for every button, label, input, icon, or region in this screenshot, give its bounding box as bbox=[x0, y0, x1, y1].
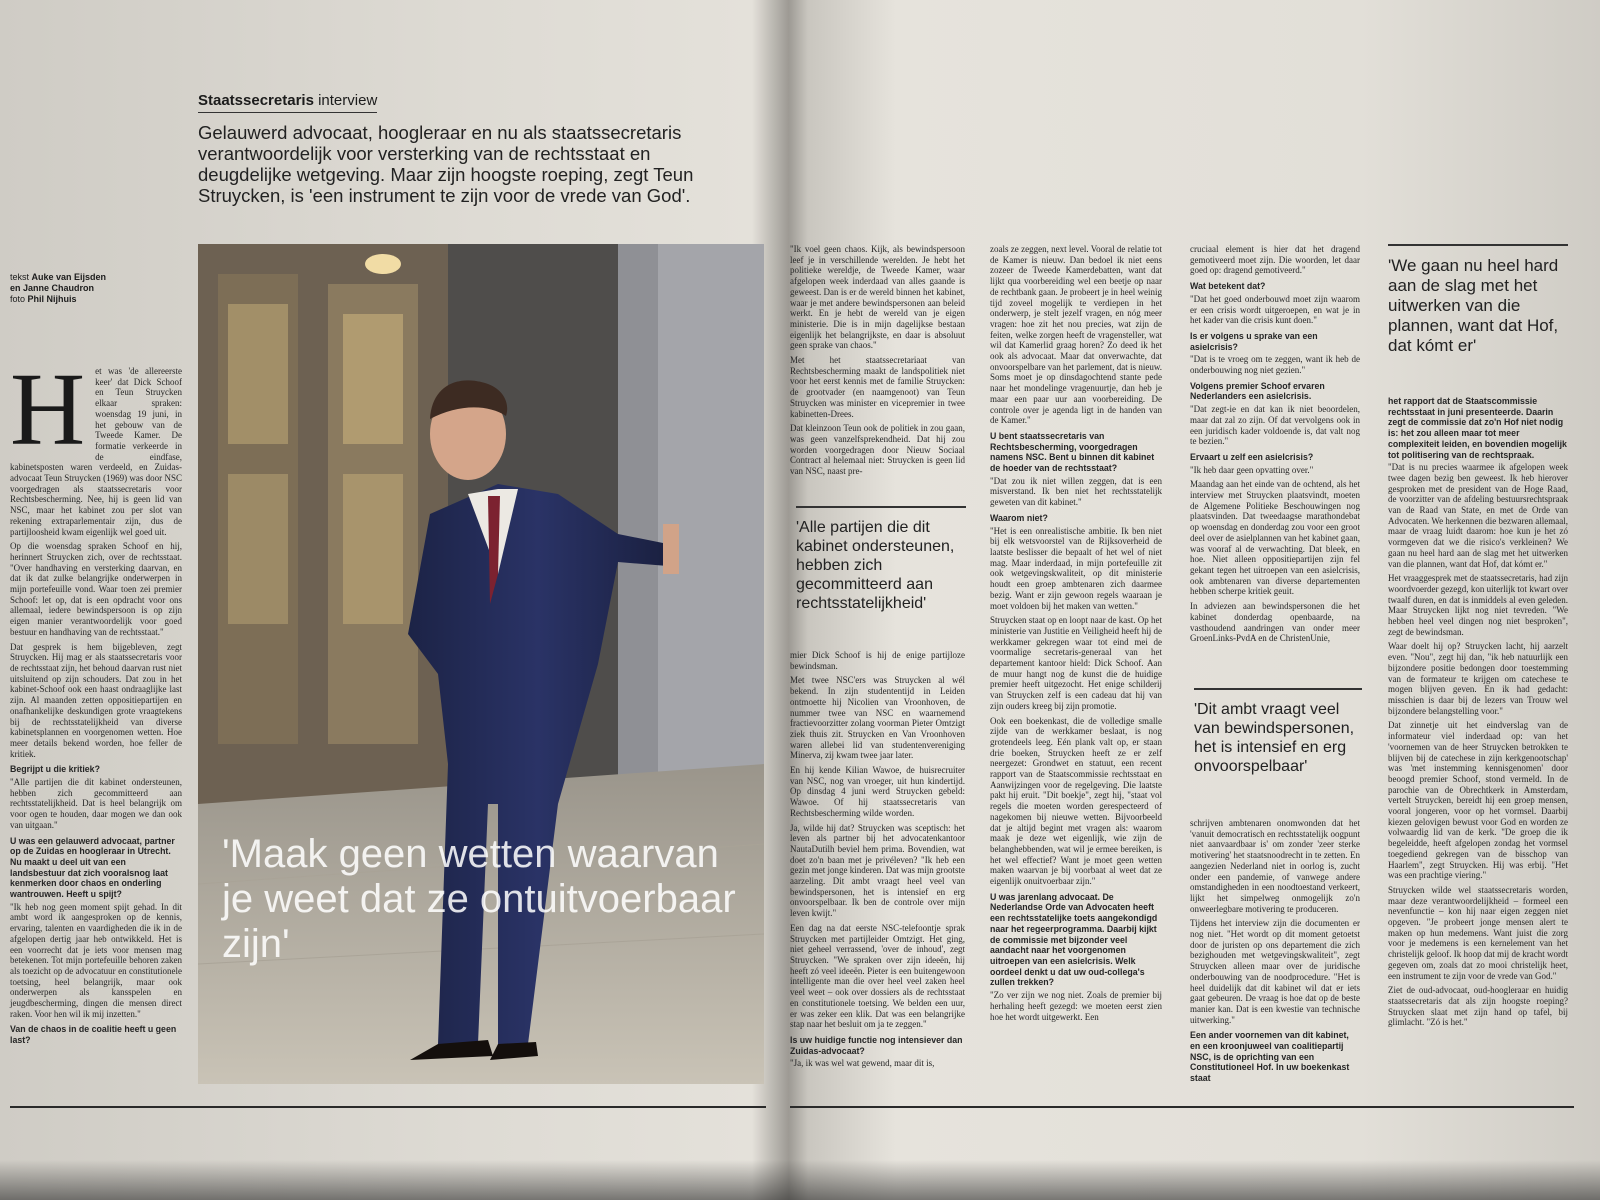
opening-paragraph: et was 'de allereerste keer' dat Dick Schoof en Teun Struycken elkaar spraken: woensdag 19 juni, in het gebouw van de Tweede Kamer. De formatie verkeerde in de eindfase, kabinetsposten waren verdeeld, en Zuidas-advocaat Teun Struycken (1969) was door NSC voorgedragen als staatssecretaris voor Rechtsbescherming. Nee, hij is geen lid van NSC, maar het kabinet zou per slot van rekening extraparlementair zijn, dus de partijloosheid kwam eigenlijk wel goed uit. bbox=[10, 366, 182, 537]
interview-question: Is uw huidige functie nog intensiever dan Zuidas-advocaat? bbox=[790, 1034, 963, 1056]
interview-question: Van de chaos in de coalitie heeft u geen last? bbox=[10, 1024, 177, 1046]
pull-quote: 'Alle partijen die dit kabinet ondersteunen, hebben zich gecommitteerd aan rechtsstatelijkheid' bbox=[796, 506, 966, 613]
credits bbox=[10, 272, 150, 305]
authors-2: en Janne Chaudron bbox=[10, 283, 95, 293]
paragraph: Ja, wilde hij dat? Struycken was sceptisch: het leven als partner bij het advocatenkantoor NautaDutilh beviel hem prima. Bovendien, wat doet zo'n baan met je privéleven? "Ik heb een gezin met jonge kinderen. Dat was mijn grootste aarzeling. Dit ambt vraagt heel veel van bewindspersonen, het is intensief en erg onvoorspelbaar. Ik ben de controle over mijn leven kwijt." bbox=[790, 822, 965, 919]
pull-quote: 'We gaan nu heel hard aan de slag met het uitwerken van die plannen, want dat Hof, dat kómt er' bbox=[1388, 244, 1568, 356]
paragraph: En hij kende Kilian Wawoe, de huisrecruiter van NSC, nog van vroeger, uit hun kindertijd. Op dinsdag 4 juni werd Struycken gebeld: Wawoe. Of hij staatssecretaris van Rechtsbescherming wilde worden. bbox=[790, 765, 965, 818]
credits-text-label: tekst bbox=[10, 272, 32, 282]
paragraph: Een dag na dat eerste NSC-telefoontje sprak Struycken met partijleider Omtzigt. Het ging, niet geheel verrassend, 'over de inhoud', zegt Struycken. "We spraken over zijn ideeën, hij heeft zó veel ideeën. Pieter is een buitengewoon intelligente man die over heel veel zaken heel veel weet – ook over dossiers als de rechtsstaat en constitutionele toetsing. We belden een uur, er was zeker een klik. Dat was een belangrijke stap naar het besluit om ja te zeggen." bbox=[790, 922, 965, 1030]
paragraph: Struycken wilde wel staatssecretaris worden, maar deze verantwoordelijkheid – formeel een nevenfunctie – kon hij naar eigen zeggen niet opgeven. "Je probeert jonge mensen alert te maken op hun medemens. Want juist die zorg voor je medemens is een kernelement van het christelijk geloof. Ik hoop dat mij de kracht wordt gegeven om, zoals dat zo mooi christelijk heet, een instrument te zijn voor de vrede van God." bbox=[1388, 884, 1568, 981]
paragraph: Dat kleinzoon Teun ook de politiek in zou gaan, was geen vanzelfsprekendheid. Dat hij zou worden voorgedragen door Nieuw Sociaal Contract al helemaal niet: Struycken is geen lid van NSC, naast pre- bbox=[790, 423, 965, 477]
interview-answer: "Dat is te vroeg om te zeggen, want ik heb de onderbouwing nog niet gezien." bbox=[1190, 354, 1360, 376]
article-column-3 bbox=[990, 244, 1162, 1026]
paragraph: Het vraaggesprek met de staatssecretaris, had zijn woordvoerder gezegd, kon uiterlijk tot kwart over twaalf duren, en dat is inmiddels al even geleden. Maar Struycken lijkt nog niet tevreden. "We hebben heel veel dingen nog niet besproken", zegt de bewindsman. bbox=[1388, 573, 1568, 637]
interview-answer: "Dat zegt-ie en dat kan ik niet beoordelen, maar dat zal zo zijn. Of dat vervolgens ook in een juridisch kader voldoende is, dat valt nog te bezien." bbox=[1190, 404, 1360, 447]
interview-answer: "Ik heb daar geen opvatting over." bbox=[1190, 464, 1314, 475]
paragraph: Dat zinnetje uit het eindverslag van de informateur viel inderdaad op: van het 'voornemen van de heer Struycken betrokken te blijven bij de catechese in zijn kerkgenootschap' was 'met instemming kennisgenomen' door beoogd premier Schoof, stond vermeld. In de parochie van de Obrechtkerk in Amsterdam, vertelt Struycken, bereidt hij een groep mensen, vooral jongeren, voor op het vormsel. Daarbij kiezen gelovigen bewust voor God en worden ze volwaardig lid van de kerk. "De groep die ik begeleidde, heeft afgelopen zondag het vormsel toegediend gekregen van de bisschop van Haarlem", zegt Struycken. Hij was erbij. "Het was een prachtige viering." bbox=[1388, 720, 1568, 881]
article-column-5 bbox=[1388, 396, 1568, 1032]
paragraph: schrijven ambtenaren onomwonden dat het 'vanuit democratisch en rechtsstatelijk oogpunt niet aanvaardbaar is' om zonder 'zeer sterke motivering' het staatsnoodrecht in te zetten. En aangezien Nederland niet in oorlog is, zucht onder een pandemie, of vanwege andere omstandigheden in een noodtoestand verkeert, lijkt het simpelweg onmogelijk zo'n onweerlegbare motivering te produceren. bbox=[1190, 818, 1360, 914]
interview-question: U was een gelauwerd advocaat, partner op de Zuidas en hoogleraar in Utrecht. Nu maakt u deel uit van een landsbestuur dat zich vooralsnog laat kenmerken door chaos en onderling wantrouwen. Heeft u spijt? bbox=[10, 835, 175, 900]
interview-answer: "Ja, ik was wel wat gewend, maar dit is, bbox=[790, 1058, 935, 1069]
paragraph: Dat gesprek is hem bijgebleven, zegt Struycken. Hij mag er als staatssecretaris voor de rechtsstaat zijn, het behoud daarvan rust niet uitsluitend op zijn schouders. Dat zou in het kabinet-Schoof ook een haast ondraaglijke last zijn. Al maanden zetten oppositiepartijen en onafhankelijke deskundigen grote vraagtekens bij de rechtsstatelijkheid van diverse kabinetsplannen en voorgenomen wetten. Hoe meer details bekend worden, hoe feller de kritiek. bbox=[10, 641, 182, 759]
article-column-2 bbox=[790, 244, 965, 481]
paragraph: Waar doelt hij op? Struycken lacht, hij aarzelt even. "Nou", zegt hij dan, "ik heb natuurlijk een bijzondere positie bedongen door toestemming van de formateur te krijgen om catechese te mogen blijven geven. En ik had gedacht: misschien is daar bij de lezers van Trouw wel bijzondere belangstelling voor." bbox=[1388, 641, 1568, 716]
bottom-rule-left bbox=[10, 1106, 766, 1108]
paragraph: Met het staatssecretariaat van Rechtsbescherming maakt de landspolitiek niet voor het eerst kennis met de familie Struycken: de grootvader (en naamgenoot) van Teun Struycken was minister en vicepremier in twee kabinetten-Drees. bbox=[790, 355, 965, 419]
article-column-4-continued bbox=[1190, 818, 1360, 1086]
credits-photo-label: foto bbox=[10, 294, 28, 304]
pull-quote: 'Dit ambt vraagt veel van bewindspersonen, het is intensief en erg onvoorspelbaar' bbox=[1194, 688, 1362, 776]
paragraph: "Dat is nu precies waarmee ik afgelopen week twee dagen bezig ben geweest. Ik heb hierover gesproken met de president van de Hoge Raad, de voorzitter van de afdeling bestuursrechtspraak van de Raad van State, en met de Orde van Advocaten. We herkennen die bezwaren allemaal, maar de vraag luidt daarom: hoe kun je het zó vormgeven dat we die risico's verkleinen? We gaan nu heel hard aan de slag met het uitwerken van die plannen, want dat Hof, dat kómt er." bbox=[1388, 462, 1568, 569]
paragraph: Met twee NSC'ers was Struycken al wél bekend. In zijn studententijd in Leiden ontmoette hij Nicolien van Vroonhoven, de nummer twee van NSC en waarnemend fractievoorzitter zolang voorman Pieter Omtzigt ziek thuis zit. Struycken en Van Vroonhoven waren allebei lid van studentenvereniging Minerva, zij kwam twee jaar later. bbox=[790, 675, 965, 761]
section-type: interview bbox=[313, 92, 378, 109]
paragraph: Op die woensdag spraken Schoof en hij, herinnert Struycken zich, over de rechtsstaat. "Over handhaving en versterking daarvan, en dat ik dat zulke belangrijke onderwerpen in mijn portefeuille vond. Waar toen zei premier Schoof: let op, dat is een opdracht voor ons allemaal, iedere bewindspersoon is op zijn eigen manier verantwoordelijk voor goed bestuur en handhaving van de rechtsstaat." bbox=[10, 541, 182, 637]
interview-question: U bent staatssecretaris van Rechtsbescherming, voorgedragen namens NSC. Bent u binnen dit kabinet de hoeder van de rechtsstaat? bbox=[990, 430, 1155, 474]
interview-question: het rapport dat de Staatscommissie rechtsstaat in juni presenteerde. Daarin zegt de commissie dat zo'n Hof niet nodig is: het zou alleen maar tot meer complexiteit leiden, en bovendien mogelijk tot politisering van de rechtspraak. bbox=[1388, 396, 1567, 460]
interview-question: Een ander voornemen van dit kabinet, en een kroonjuweel van coalitiepartij NSC, is de oprichting van een Constitutioneel Hof. In uw boekenkast staat bbox=[1190, 1030, 1350, 1084]
paragraph: Maandag aan het einde van de ochtend, als het interview met Struycken plaatsvindt, moeten de Algemene Politieke Beschouwingen nog plaatsvinden. Dat tweedaagse marathondebat op woensdag en donderdag zou voor een groot deel over de asielplannen van het kabinet gaan, was vooraf al de verwachting. Dat bleek, en hoe. Niet alleen oppositiepartijen zijn fel gekant tegen het uitroepen van een asielcrisis, ook ambtenaren van diverse departementen hebben scherpe kritiek geuit. bbox=[1190, 479, 1360, 597]
photographer: Phil Nijhuis bbox=[27, 294, 77, 304]
drop-cap: H bbox=[10, 352, 86, 467]
paragraph: cruciaal element is hier dat het dragend gemotiveerd moet zijn. Die woorden, let daar goed op: dragend gemotiveerd." bbox=[1190, 244, 1360, 276]
interview-answer: "Zo ver zijn we nog niet. Zoals de premier bij herhaling heeft gezegd: we moeten eerst zien hoe het wordt uitgewerkt. Een bbox=[990, 990, 1162, 1022]
article-column-4 bbox=[1190, 244, 1360, 648]
interview-question: U was jarenlang advocaat. De Nederlandse Orde van Advocaten heeft een rechtsstatelijke toets aangekondigd naar het regeerprogramma. Daarbij kijkt de commissie met bijzonder veel aandacht naar het voorgenomen uitroepen van een asielcrisis. Welk oordeel denkt u dat uw oud-collega's zullen trekken? bbox=[990, 891, 1158, 988]
bottom-rule-right bbox=[790, 1106, 1574, 1108]
interview-question: Volgens premier Schoof ervaren Nederlanders een asielcrisis. bbox=[1190, 380, 1325, 402]
paragraph: In adviezen aan bewindspersonen die het kabinet donderdag openbaarde, na vasthoudend aandringen van onder meer GroenLinks-PvdA en de ChristenUnie, bbox=[1190, 601, 1360, 644]
paragraph: Ziet de oud-advocaat, oud-hoogleraar en huidig staatssecretaris dat als zijn hoogste roeping? Struycken slaat met zijn hand op tafel, bij glimlacht. "Zó is het." bbox=[1388, 985, 1568, 1028]
interview-answer: "Ik heb nog geen moment spijt gehad. In dit ambt word ik aangesproken op de kennis, ervaring, talenten en vaardigheden die ik in de afgelopen dertig jaar heb ontwikkeld. Het is een voorrecht dat je iets voor mensen mag betekenen. Tot mijn portefeuille behoren zaken als toezicht op de advocatuur en constitutionele toetsing, heel belangrijk, maar ook onderwerpen als kansspelen en jeugdbescherming, dingen die mensen direct raken. Voor hen wil ik mij inzetten." bbox=[10, 901, 182, 1019]
paragraph: Struycken staat op en loopt naar de kast. Op het ministerie van Justitie en Veiligheid heeft hij de werkkamer gekregen waar tot eind mei de voormalige secretaris-generaal van het departement kantoor hield: Dick Schoof. Aan de muur hangt nog de kunst die de huidige premier heeft uitgezocht. Het enige schilderij van Struycken zelf is een cadeau dat hij van zijn ouders kreeg bij zijn promotie. bbox=[990, 615, 1162, 711]
interview-question: Begrijpt u die kritiek? bbox=[10, 764, 100, 775]
authors: Auke van Eijsden bbox=[31, 272, 107, 282]
paragraph: Tijdens het interview zijn die documenten er nog niet. "Het wordt op dit moment getoetst door de juristen op ons departement die zich bezighouden met wetgevingskwaliteit", zegt Struycken alleen maar over de juridische onderbouwing van de noodprocedure. "Het is heel duidelijk dat dit kabinet wil dat er iets gaat gebeuren. De vraag is hoe dat op de beste manier kan. Dat is een kwestie van technische uitwerking." bbox=[1190, 918, 1360, 1025]
interview-question: Wat betekent dat? bbox=[1190, 281, 1266, 292]
paragraph: zoals ze zeggen, next level. Vooral de relatie tot de Kamer is nieuw. Dan bedoel ik niet eens zozeer de Tweede Kamerdebatten, want dat lijkt qua voorbereiding wel een beetje op naar de rechtbank gaan. Je probeert je in heel weinig tijd zoveel mogelijk te verdiepen in het onderwerp, je stelt jezelf vragen, en nóg meer vragen: hoe zit het nou precies, wat zijn de feiten, welke zorgen heeft de vragensteller, wat wil dat Kamerlid graag horen? Zo deed ik het ook als advocaat. Maar dat onverwachte, dat onvoorspelbare van het parlement, dat is nieuw. Soms moet je op dinsdagochtend stante pede naar het mondelinge vragenuurtje, dan heb je maar een paar uur aan voorbereiding. De controle over je agenda ligt in de handen van de Kamer." bbox=[990, 244, 1162, 426]
article-column-1 bbox=[10, 352, 182, 1048]
interview-question: Is er volgens u sprake van een asielcrisis? bbox=[1190, 330, 1318, 352]
interview-question: Waarom niet? bbox=[990, 512, 1048, 523]
paragraph: Ook een boekenkast, die de volledige smalle zijde van de werkkamer beslaat, is nog grotendeels leeg. Eén plank valt op, er staan drie boeken, Struycken heeft ze er zelf neergezet: Grondwet en statuut, een recent rapport van de Staatscommissie rechtsstaat en Aanwijzingen voor de regelgeving. Die laatste pakt hij eruit. "Dit boekje", zegt hij, "staat vol regels die moeten worden gerespecteerd of nagekomen bij nieuwe wetten. Bijvoorbeeld dat je altijd begint met vragen als: waarom maak je deze wet eigenlijk, wie zijn de belanghebbenden, wat wil je ermee bereiken, is het wel effectief? Want je moet geen wetten maken waarvan je bij voorbaat al weet dat ze eigenlijk onuitvoerbaar zijn." bbox=[990, 715, 1162, 887]
section-name: Staatssecretaris bbox=[198, 92, 314, 109]
interview-answer: "Dat zou ik niet willen zeggen, dat is een misverstand. Ik ben niet het rechtsstatelijk geweten van dit kabinet." bbox=[990, 475, 1162, 508]
paragraph: mier Dick Schoof is hij de enige partijloze bewindsman. bbox=[790, 650, 965, 671]
section-label bbox=[198, 92, 377, 113]
interview-answer: "Alle partijen die dit kabinet ondersteunen, hebben zich gecommitteerd aan rechtsstatelijkheid. Dat is heel belangrijk om voor ogen te houden, daar mogen we dan ook van uitgaan." bbox=[10, 777, 182, 830]
article-column-2-continued bbox=[790, 650, 965, 1073]
interview-answer: "Het is een onrealistische ambitie. Ik ben niet bij elk wetsvoorstel van de Rijksoverheid de laatste beslisser die bepaalt of het wel of niet mag. Maar inderdaad, in mijn portefeuille zit ook wetgevingskwaliteit, op dit ministerie houdt een groep ambtenaren zich daarmee bezig. Want er zijn gewoon regels waaraan je moet voldoen bij het maken van wetten." bbox=[990, 525, 1162, 611]
paragraph: "Ik voel geen chaos. Kijk, als bewindspersoon leef je in verschillende werelden. Je hebt het politieke wereldje, de Tweede Kamer, waar afgelopen week inderdaad van alles gaande is geweest. Dan is er de wereld binnen het kabinet, waar je met andere bewindspersonen aan beleid werkt. En je hebt de wereld van je eigen ministerie. Die is in mijn dagelijkse bestaan eigenlijk het belangrijkste, en daar is absoluut geen sprake van chaos." bbox=[790, 244, 965, 351]
bleed-through-text bbox=[1190, 140, 1206, 200]
photo-quote: 'Maak geen wetten waarvan je weet dat ze ontuitvoerbaar zijn' bbox=[222, 832, 736, 966]
page-edge-shadow bbox=[0, 1160, 1600, 1200]
interview-answer: "Dat het goed onderbouwd moet zijn waarom er een crisis wordt uitgeroepen, en wat je in het kader van die crisis kunt doen." bbox=[1190, 293, 1360, 326]
interview-question: Ervaart u zelf een asielcrisis? bbox=[1190, 451, 1314, 462]
article-intro: Gelauwerd advocaat, hoogleraar en nu als staatssecretaris verantwoordelijk voor versterking van de rechtsstaat en deugdelijke wetgeving. Maar zijn hoogste roeping, zegt Teun Struycken, is 'een instrument te zijn voor de vrede van God'. bbox=[198, 122, 694, 206]
